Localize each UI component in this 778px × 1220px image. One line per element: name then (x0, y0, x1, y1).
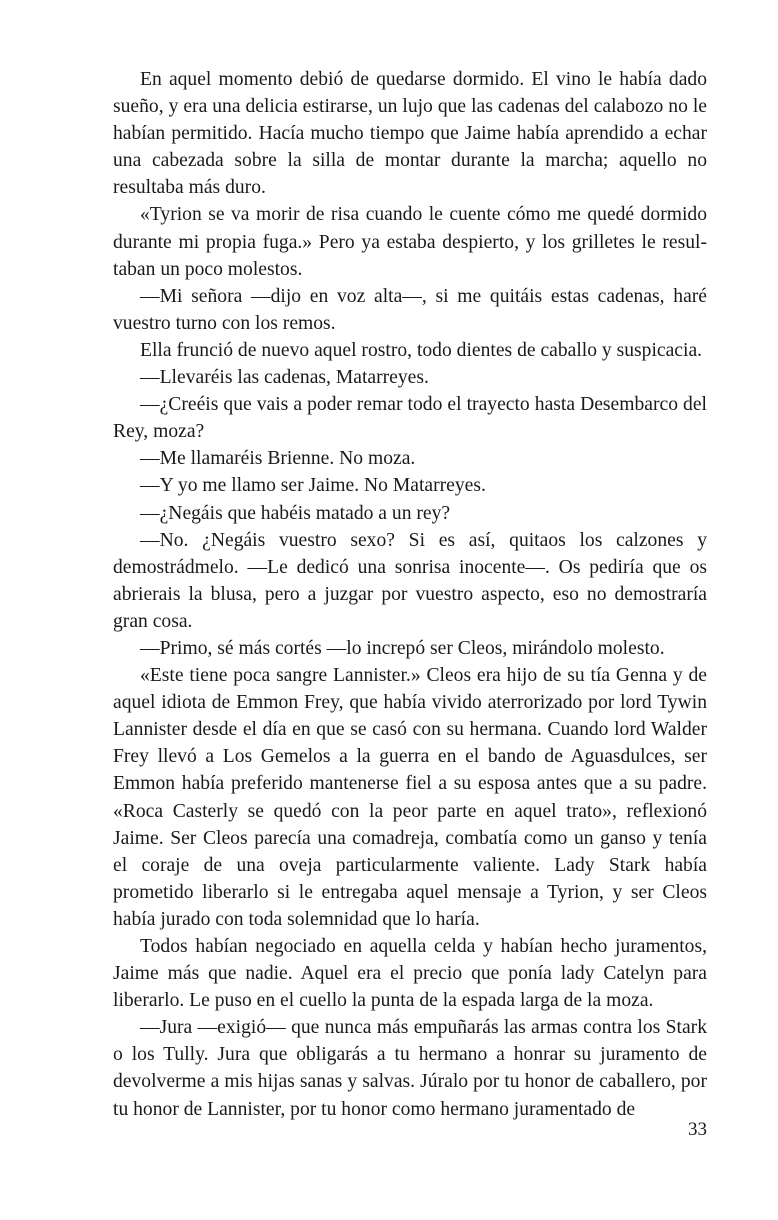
paragraph-6: —¿Creéis que vais a poder remar todo el trayecto hasta Desembarco del Rey, moza? (113, 394, 707, 443)
paragraph-9: —¿Negáis que habéis matado a un rey? (140, 502, 451, 524)
paragraph-7: —Me llamaréis Brienne. No moza. (140, 448, 416, 470)
paragraph-11: —Primo, sé más cortés —lo increpó ser Cleos, mirándolo molesto. (140, 637, 665, 659)
paragraph-4: Ella frunció de nuevo aquel rostro, todo dientes de caballo y suspicacia. (140, 339, 703, 361)
paragraph-13: Todos habían negociado en aquella celda y habían hecho juramentos, Jaime más que nadie. Aquel era el precio que ponía lady Catelyn para liberarlo. Le puso en el cuello la punta de la espada larga de la moza. (113, 936, 707, 1012)
paragraph-2: «Tyrion se va morir de risa cuando le cuente cómo me quedé dormido durante mi propia fuga.» Pero ya estaba despierto, y los grilletes le resultaban un poco molestos. (113, 204, 707, 280)
paragraph-10: —No. ¿Negáis vuestro sexo? Si es así, quitaos los calzones y demostrádmelo. —Le dedicó una sonrisa inocente—. Os pediría que os abrierais la blusa, pero a juzgar por vuestro aspecto, eso no demostraría gran cosa. (113, 529, 707, 632)
page-number: 33 (688, 1119, 707, 1140)
paragraph-12: «Este tiene poca sangre Lannister.» Cleos era hijo de su tía Genna y de aquel idiota de Emmon Frey, que había vivido aterrorizado por lord Tywin Lannister desde el día en que se casó con su hermana. Cuando lord Walder Frey llevó a Los Gemelos a la guerra en el bando de Aguasdulces, ser Emmon había preferido mantenerse fiel a su esposa antes que a su padre. «Roca Casterly se quedó con la peor parte en aquel trato», reflexionó Jaime. Ser Cleos parecía una comadreja, combatía como un ganso y tenía el coraje de una oveja particularmente valiente. Lady Stark había prometido liberarlo si le entregaba aquel mensaje a Tyrion, y ser Cleos había jurado con toda solemnidad que lo haría. (113, 665, 707, 930)
paragraph-1: En aquel momento debió de quedarse dormido. El vino le había dado sueño, y era una delicia estirarse, un lujo que las cadenas del calabozo no le habían permitido. Hacía mucho tiempo que Jaime había aprendido a echar una cabezada sobre la silla de montar durante la marcha; aquello no resultaba más duro. (113, 69, 707, 199)
paragraph-8: —Y yo me llamo ser Jaime. No Matarreyes. (140, 475, 486, 497)
paragraph-5: —Llevaréis las cadenas, Matarreyes. (140, 367, 429, 389)
paragraph-3: —Mi señora —dijo en voz alta—, si me quitáis estas cadenas, haré vuestro turno con los remos. (113, 285, 707, 334)
page-body (113, 66, 707, 1123)
paragraph-14: —Jura —exigió— que nunca más empuñarás las armas contra los Stark o los Tully. Jura que obligarás a tu hermano a honrar su juramento de devolverme a mis hijas sanas y salvas. Júralo por tu honor de caballero, por tu honor de Lannister, por tu honor como hermano juramentado de (113, 1017, 707, 1120)
